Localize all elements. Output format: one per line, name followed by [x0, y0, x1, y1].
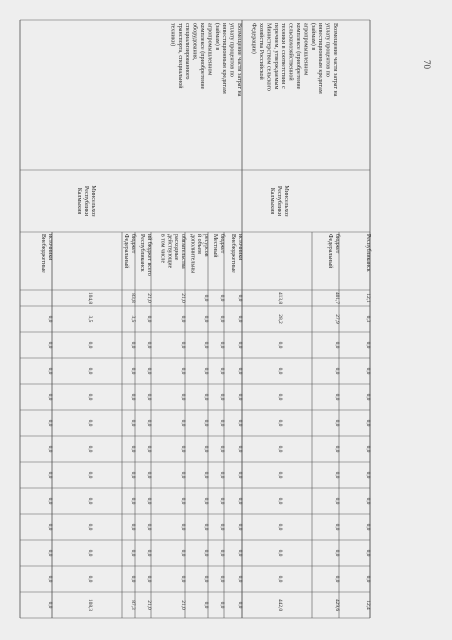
yearly-value: 0,0 — [219, 341, 225, 349]
yearly-value: 0,0 — [203, 471, 209, 479]
yearly-value: 0,0 — [219, 367, 225, 375]
yearly-value: 0,0 — [219, 445, 225, 453]
executor-label: Минсельхоз — [90, 185, 96, 217]
yearly-value: 0,0 — [130, 367, 136, 375]
measure-description-line: (займам) в — [213, 23, 220, 51]
yearly-value: 0,0 — [130, 471, 136, 479]
total-value: 104,8 — [87, 291, 93, 305]
yearly-value: 0,0 — [237, 601, 243, 609]
yearly-value: 0,0 — [334, 497, 340, 505]
funding-source-label: Внебюджетные — [230, 234, 237, 273]
yearly-value: 21,0 — [180, 600, 186, 610]
yearly-value: 0,0 — [203, 549, 209, 557]
measure-description-line: уплату процентов по — [228, 23, 235, 77]
yearly-value: 0,0 — [203, 419, 209, 427]
yearly-value: 0,0 — [146, 471, 152, 479]
yearly-value: 0,0 — [334, 367, 340, 375]
measure-description-line: оборудования, — [191, 23, 198, 61]
yearly-value: 0,0 — [146, 445, 152, 453]
measure-description-line: Возмещение части затрат на — [332, 23, 338, 97]
yearly-value: 0,0 — [146, 341, 152, 349]
measure-description-line: специализированного — [184, 23, 191, 80]
funding-source-label: Федеральный — [327, 234, 334, 269]
funding-source-label: Местный — [212, 234, 219, 258]
funding-source-label: расходные — [173, 234, 180, 261]
yearly-value: 0,0 — [87, 575, 93, 583]
yearly-value: 0,0 — [334, 393, 340, 401]
yearly-value: 0,0 — [277, 367, 283, 375]
yearly-value: 0,0 — [365, 419, 371, 427]
yearly-value: 0,0 — [180, 341, 186, 349]
yearly-value: 0,0 — [180, 549, 186, 557]
page-number: 70 — [422, 60, 432, 69]
executor-label: Минсельхоз — [283, 185, 289, 217]
yearly-value: 0,0 — [277, 549, 283, 557]
total-value: 413,8 — [277, 291, 283, 305]
yearly-value: 0,0 — [47, 393, 53, 401]
yearly-value: 0,0 — [203, 497, 209, 505]
yearly-value: 0,0 — [277, 575, 283, 583]
total-value: 21,0 — [146, 293, 152, 303]
yearly-value: 0,0 — [130, 523, 136, 531]
executor-label: Калмыкия — [269, 187, 275, 215]
yearly-value: 0,0 — [203, 393, 209, 401]
yearly-value: 0,0 — [365, 575, 371, 583]
yearly-value: 0,0 — [203, 445, 209, 453]
yearly-value: 0,0 — [203, 367, 209, 375]
yearly-value: 0,0 — [334, 341, 340, 349]
yearly-value: 21,0 — [146, 600, 152, 610]
yearly-value: 0,0 — [334, 575, 340, 583]
funding-source-label: Республиканск — [365, 234, 371, 272]
yearly-value: 0,0 — [277, 393, 283, 401]
yearly-value: 0,0 — [47, 315, 53, 323]
measure-description-line: инвестиционным кредитам — [221, 23, 228, 94]
measure-description-line: Федерации) — [250, 23, 257, 54]
funding-source-label: в том числе — [159, 234, 166, 264]
yearly-value: 0,0 — [237, 549, 243, 557]
yearly-value: 0,0 — [180, 315, 186, 323]
total-value: 83,8 — [130, 293, 136, 303]
yearly-value: 0,0 — [47, 341, 53, 349]
yearly-value: 0,3 — [365, 315, 371, 323]
yearly-value: 429,6 — [334, 598, 340, 612]
yearly-value: 0,0 — [180, 471, 186, 479]
yearly-value: 0,0 — [237, 315, 243, 323]
yearly-value: 0,0 — [180, 497, 186, 505]
measure-description-line: сельскохозяйственной — [287, 23, 294, 81]
yearly-value: 0,0 — [130, 549, 136, 557]
measure-description-line: (займам) в — [309, 23, 316, 51]
yearly-value: 0,0 — [146, 523, 152, 531]
yearly-value: 0,0 — [146, 367, 152, 375]
yearly-value: 0,0 — [47, 445, 53, 453]
yearly-value: 0,0 — [277, 497, 283, 505]
funding-source-label: Республиканск — [139, 234, 146, 272]
yearly-value: 0,0 — [219, 575, 225, 583]
total-value: 0,0 — [219, 294, 225, 302]
yearly-value: 0,0 — [146, 315, 152, 323]
yearly-value: 0,0 — [146, 497, 152, 505]
yearly-value: 0,0 — [334, 471, 340, 479]
yearly-value: 0,0 — [237, 445, 243, 453]
yearly-value: 0,0 — [146, 549, 152, 557]
measure-description-line: техники) — [169, 23, 176, 47]
yearly-value: 108,3 — [87, 598, 93, 612]
yearly-value: 0,0 — [365, 341, 371, 349]
funding-source-label: действующие — [166, 234, 173, 269]
total-value: 401,7 — [334, 291, 340, 305]
measure-description-line: комплексе (приобретение — [199, 23, 205, 90]
measure-description-line: агропромышленном — [206, 23, 213, 76]
yearly-value: 442,0 — [277, 598, 283, 612]
yearly-value: 0,0 — [219, 315, 225, 323]
funding-source-label: дополнительны — [189, 234, 196, 274]
yearly-value: 0,0 — [47, 419, 53, 427]
yearly-value: 0,0 — [277, 341, 283, 349]
measure-description-line: хозяйства Российской — [258, 23, 264, 80]
measure-description-line: техники в соответствии с — [280, 23, 287, 89]
yearly-value: 0,0 — [365, 497, 371, 505]
executor-label: Республики — [83, 185, 89, 217]
funding-source-label: бюджет — [334, 234, 340, 254]
funding-source-label: Федеральный — [123, 234, 130, 269]
yearly-value: 0,0 — [237, 471, 243, 479]
yearly-value: 0,0 — [130, 445, 136, 453]
funding-source-label: бюджет — [130, 234, 136, 254]
measure-description-line: комплексе (приобретение — [295, 23, 301, 90]
yearly-value: 0,0 — [146, 393, 152, 401]
yearly-value: 0,0 — [334, 523, 340, 531]
yearly-value: 0,0 — [203, 575, 209, 583]
measure-description-line: Возмещение части затрат на — [236, 23, 242, 97]
funding-source-label: Внебюджетные — [40, 234, 47, 273]
yearly-value: 0,0 — [130, 341, 136, 349]
yearly-value: 0,0 — [334, 419, 340, 427]
total-value: 21,0 — [180, 293, 186, 303]
yearly-value: 0,0 — [180, 367, 186, 375]
yearly-value: 0,0 — [203, 601, 209, 609]
yearly-value: 0,0 — [146, 575, 152, 583]
yearly-value: 0,0 — [180, 445, 186, 453]
yearly-value: 0,0 — [203, 315, 209, 323]
funding-source-label: бюджет — [219, 234, 225, 254]
yearly-value: 0,0 — [87, 419, 93, 427]
yearly-value: 0,0 — [219, 393, 225, 401]
yearly-value: 0,0 — [87, 367, 93, 375]
yearly-value: 0,0 — [365, 523, 371, 531]
yearly-value: 87,3 — [130, 600, 136, 610]
yearly-value: 28,2 — [277, 314, 283, 324]
funding-source-label: ий бюджет всего — [146, 234, 152, 276]
table-grid — [20, 20, 370, 618]
executor-label: Калмыкия — [76, 187, 82, 215]
yearly-value: 0,0 — [130, 575, 136, 583]
funding-source-label: обязательства — [180, 234, 186, 269]
yearly-value: 0,0 — [237, 575, 243, 583]
measure-description-line: инвестиционным кредитам — [317, 23, 324, 94]
yearly-value: 0,0 — [130, 419, 136, 427]
yearly-value: 0,0 — [219, 419, 225, 427]
yearly-value: 0,0 — [87, 445, 93, 453]
yearly-value: 0,0 — [180, 393, 186, 401]
yearly-value: 0,0 — [237, 419, 243, 427]
yearly-value: 0,0 — [365, 549, 371, 557]
measure-description-line: уплату процентов по — [324, 23, 331, 77]
yearly-value: 0,0 — [277, 419, 283, 427]
yearly-value: 0,0 — [365, 471, 371, 479]
yearly-value: 0,0 — [87, 341, 93, 349]
yearly-value: 0,0 — [47, 367, 53, 375]
yearly-value: 0,0 — [237, 367, 243, 375]
measure-description-line: перечнем, утверждаемым — [272, 23, 279, 90]
funding-source-label: й объем — [196, 234, 203, 254]
funding-source-label: ресурсов — [203, 234, 209, 257]
total-value: 0,0 — [203, 294, 209, 302]
total-value: 0,0 — [237, 294, 243, 302]
yearly-value: 0,0 — [219, 601, 225, 609]
yearly-value: 0,0 — [180, 523, 186, 531]
yearly-value: 0,0 — [237, 497, 243, 505]
yearly-value: 0,0 — [219, 523, 225, 531]
yearly-value: 0,0 — [203, 523, 209, 531]
total-value: 12,1 — [365, 293, 371, 303]
yearly-value: 0,0 — [180, 419, 186, 427]
yearly-value: 0,0 — [334, 549, 340, 557]
yearly-value: 0,0 — [130, 393, 136, 401]
measure-description-line: агропромышленном — [302, 23, 309, 76]
yearly-value: 0,0 — [47, 601, 53, 609]
yearly-value: 0,0 — [365, 445, 371, 453]
yearly-value: 0,0 — [334, 445, 340, 453]
yearly-value: 0,0 — [180, 575, 186, 583]
funding-source-label: источники — [237, 234, 243, 261]
yearly-value: 12,4 — [365, 600, 371, 610]
yearly-value: 0,0 — [365, 393, 371, 401]
yearly-value: 0,0 — [203, 341, 209, 349]
yearly-value: 0,0 — [277, 471, 283, 479]
yearly-value: 0,0 — [219, 549, 225, 557]
yearly-value: 0,0 — [47, 523, 53, 531]
yearly-value: 0,0 — [87, 523, 93, 531]
yearly-value: 0,0 — [47, 575, 53, 583]
yearly-value: 0,0 — [47, 471, 53, 479]
yearly-value: 0,0 — [130, 497, 136, 505]
yearly-value: 0,0 — [87, 471, 93, 479]
yearly-value: 0,0 — [277, 523, 283, 531]
yearly-value: 0,0 — [47, 549, 53, 557]
yearly-value: 0,0 — [87, 393, 93, 401]
yearly-value: 0,0 — [277, 445, 283, 453]
funding-source-label: источники — [47, 234, 53, 261]
yearly-value: 0,0 — [365, 367, 371, 375]
yearly-value: 3,5 — [87, 315, 93, 323]
yearly-value: 0,0 — [237, 523, 243, 531]
yearly-value: 3,5 — [130, 315, 136, 323]
measure-description-line: Министерством сельского — [265, 23, 272, 91]
yearly-value: 0,0 — [219, 471, 225, 479]
yearly-value: 0,0 — [87, 549, 93, 557]
table-content — [40, 23, 372, 611]
executor-label: Республики — [276, 185, 282, 217]
yearly-value: 0,0 — [47, 497, 53, 505]
yearly-value: 27,9 — [334, 314, 340, 324]
measure-description-line: транспорта, специальной — [176, 23, 183, 89]
yearly-value: 0,0 — [219, 497, 225, 505]
yearly-value: 0,0 — [237, 393, 243, 401]
yearly-value: 0,0 — [87, 497, 93, 505]
yearly-value: 0,0 — [146, 419, 152, 427]
yearly-value: 0,0 — [237, 341, 243, 349]
